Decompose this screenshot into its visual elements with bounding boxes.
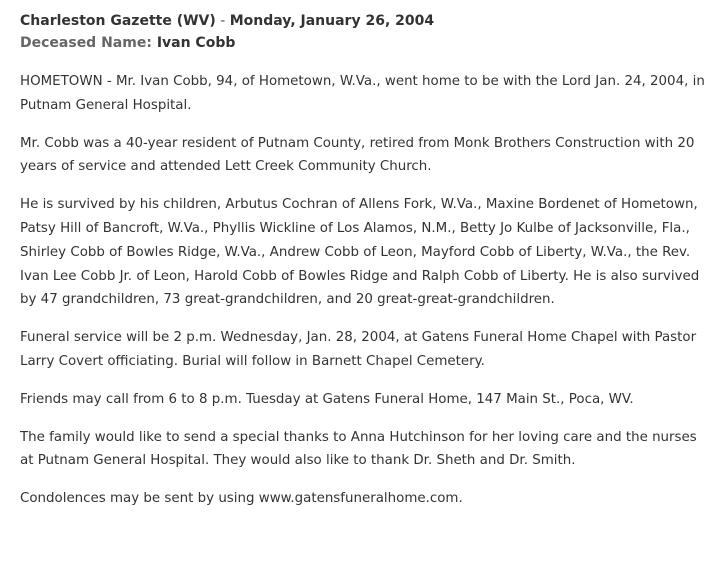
paragraph-death-notice: HOMETOWN - Mr. Ivan Cobb, 94, of Hometown, W.Va., went home to be with the Lord Jan. 24, 2004, in Putnam General Hospital. [20, 74, 705, 113]
publication-header [20, 10, 712, 32]
publication-date: Monday, January 26, 2004 [229, 13, 435, 29]
deceased-name-label: Deceased Name: [20, 35, 152, 51]
paragraph-condolences: Condolences may be sent by using www.gatensfuneralhome.com. [20, 491, 463, 507]
paragraph-funeral-service: Funeral service will be 2 p.m. Wednesday, Jan. 28, 2004, at Gatens Funeral Home Chapel with Pastor Larry Covert officiating. Burial will follow in Barnett Chapel Cemetery. [20, 330, 697, 369]
deceased-name: Ivan Cobb [156, 35, 236, 51]
paragraph-biography: Mr. Cobb was a 40-year resident of Putnam County, retired from Monk Brothers Construction with 20 years of service and attended Lett Creek Community Church. [20, 135, 695, 175]
obituary-body [20, 70, 710, 511]
publication-source: Charleston Gazette (WV) [20, 13, 216, 29]
paragraph-visitation: Friends may call from 6 to 8 p.m. Tuesday at Gatens Funeral Home, 147 Main St., Poca, WV. [20, 391, 634, 407]
header-separator: - [215, 13, 230, 29]
deceased-name-line [20, 32, 712, 54]
paragraph-thanks: The family would like to send a special thanks to Anna Hutchinson for her loving care and the nurses at Putnam General Hospital. They would also like to thank Dr. Sheth and Dr. Smith. [20, 429, 697, 469]
paragraph-survivors: He is survived by his children, Arbutus Cochran of Allens Fork, W.Va., Maxine Bordenet of Hometown, Patsy Hill of Bancroft, W.Va., Phyllis Wickline of Los Alamos, N.M., Betty Jo Kulbe of Jacksonville, Fla., Shirley Cobb of Bowles Ridge, W.Va., Andrew Cobb of Leon, Mayford Cobb of Liberty, W.Va., the Rev. Ivan Lee Cobb Jr. of Leon, Harold Cobb of Bowles Ridge and Ralph Cobb of Liberty. He is also survived by 47 grandchildren, 73 great-grandchildren, and 20 great-great-grandchildren. [20, 197, 700, 308]
